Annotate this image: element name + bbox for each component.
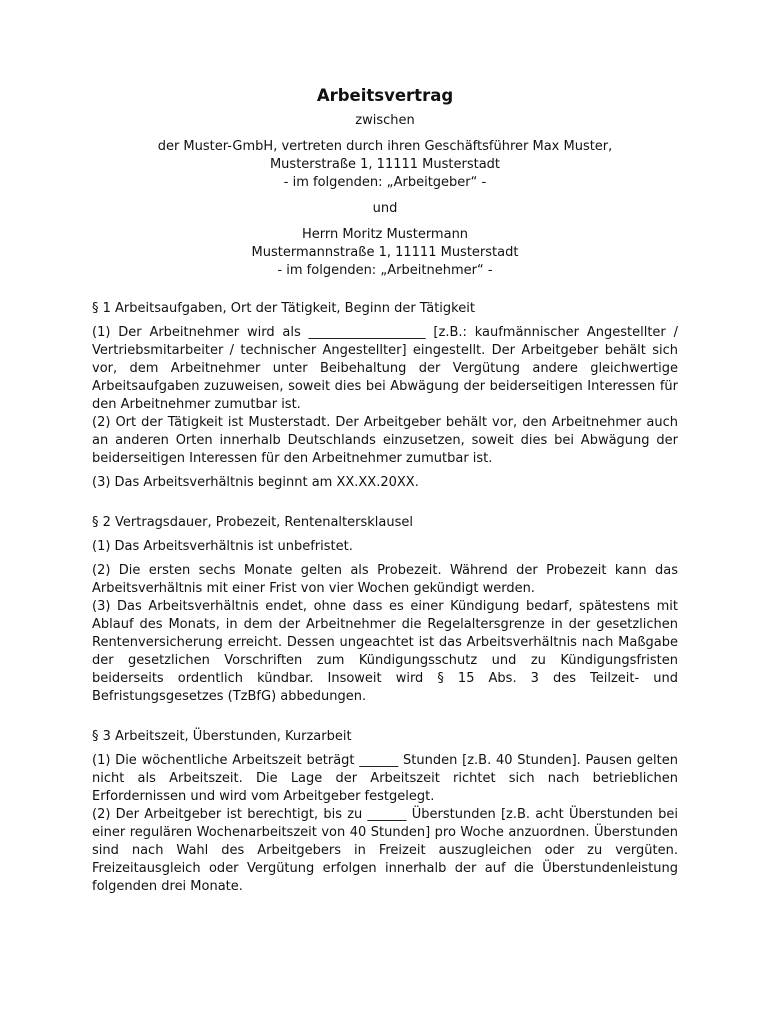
section-paragraph: (1) Das Arbeitsverhältnis ist unbefristet. bbox=[92, 539, 353, 554]
employer-name: der Muster-GmbH, vertreten durch ihren Geschäftsführer Max Muster, bbox=[157, 139, 613, 154]
section-paragraph: (2) Ort der Tätigkeit ist Musterstadt. Der Arbeitgeber behält vor, den Arbeitnehmer auch an anderen Orten innerhalb Deutschlands einzusetzen, soweit dies bei Abwägung der beiderseitigen Interessen für den Arbeitnehmer zumutbar ist. bbox=[92, 415, 678, 466]
section-heading: § 2 Vertragsdauer, Probezeit, Rentenaltersklausel bbox=[92, 515, 413, 530]
employee-role: - im folgenden: „Arbeitnehmer“ - bbox=[277, 263, 493, 278]
section-heading: § 3 Arbeitszeit, Überstunden, Kurzarbeit bbox=[92, 729, 352, 744]
and-text: und bbox=[372, 201, 398, 216]
section-2 bbox=[92, 514, 678, 706]
employer-block bbox=[92, 138, 678, 192]
between-text: zwischen bbox=[355, 113, 415, 128]
section-paragraph: (1) Die wöchentliche Arbeitszeit beträgt ______ Stunden [z.B. 40 Stunden]. Pausen gelten nicht als Arbeitszeit. Die Lage der Arbeitszeit richtet sich nach betrieblichen Erfordernissen und wird vom Arbeitgeber festgelegt. bbox=[92, 753, 678, 804]
document-title: Arbeitsvertrag bbox=[316, 86, 454, 105]
employee-address: Mustermannstraße 1, 11111 Musterstadt bbox=[251, 245, 519, 260]
section-3 bbox=[92, 728, 678, 896]
document-page bbox=[92, 84, 678, 896]
employer-role: - im folgenden: „Arbeitgeber“ - bbox=[283, 175, 487, 190]
employer-address: Musterstraße 1, 11111 Musterstadt bbox=[269, 157, 501, 172]
section-paragraph: (3) Das Arbeitsverhältnis beginnt am XX.XX.20XX. bbox=[92, 475, 419, 490]
employee-name: Herrn Moritz Mustermann bbox=[301, 227, 469, 242]
employee-block bbox=[92, 226, 678, 280]
section-paragraph: (3) Das Arbeitsverhältnis endet, ohne dass es einer Kündigung bedarf, spätestens mit Ablauf des Monats, in dem der Arbeitnehmer die Regelaltersgrenze in der gesetzlichen Rentenversicherung erreicht. Dessen ungeachtet ist das Arbeitsverhältnis nach Maßgabe der gesetzlichen Vorschriften zum Kündigungsschutz und zu Kündigungsfristen beiderseits ordentlich kündbar. Insoweit wird § 15 Abs. 3 des Teilzeit- und Befristungsgesetzes (TzBfG) abbedungen. bbox=[92, 599, 678, 704]
section-paragraph: (2) Die ersten sechs Monate gelten als Probezeit. Während der Probezeit kann das Arbeitsverhältnis mit einer Frist von vier Wochen gekündigt werden. bbox=[92, 563, 678, 596]
section-paragraph: (2) Der Arbeitgeber ist berechtigt, bis zu ______ Überstunden [z.B. acht Überstunden bei einer regulären Wochenarbeitszeit von 40 Stunden] pro Woche anzuordnen. Überstunden sind nach Wahl des Arbeitgebers in Freizeit auszugleichen oder zu vergüten. Freizeitausgleich oder Vergütung erfolgen innerhalb der auf die Überstundenleistung folgenden drei Monate. bbox=[92, 807, 678, 894]
section-1 bbox=[92, 300, 678, 492]
section-heading: § 1 Arbeitsaufgaben, Ort der Tätigkeit, Beginn der Tätigkeit bbox=[92, 301, 475, 316]
section-paragraph: (1) Der Arbeitnehmer wird als __________________ [z.B.: kaufmännischer Angestellter / Vertriebsmitarbeiter / technischer Angestellter] eingestellt. Der Arbeitgeber behält sich vor, dem Arbeitnehmer unter Beibehaltung der Vergütung andere gleichwertige Arbeitsaufgaben zuzuweisen, soweit dies bei Abwägung der beiderseitigen Interessen für den Arbeitnehmer zumutbar ist. bbox=[92, 325, 678, 412]
